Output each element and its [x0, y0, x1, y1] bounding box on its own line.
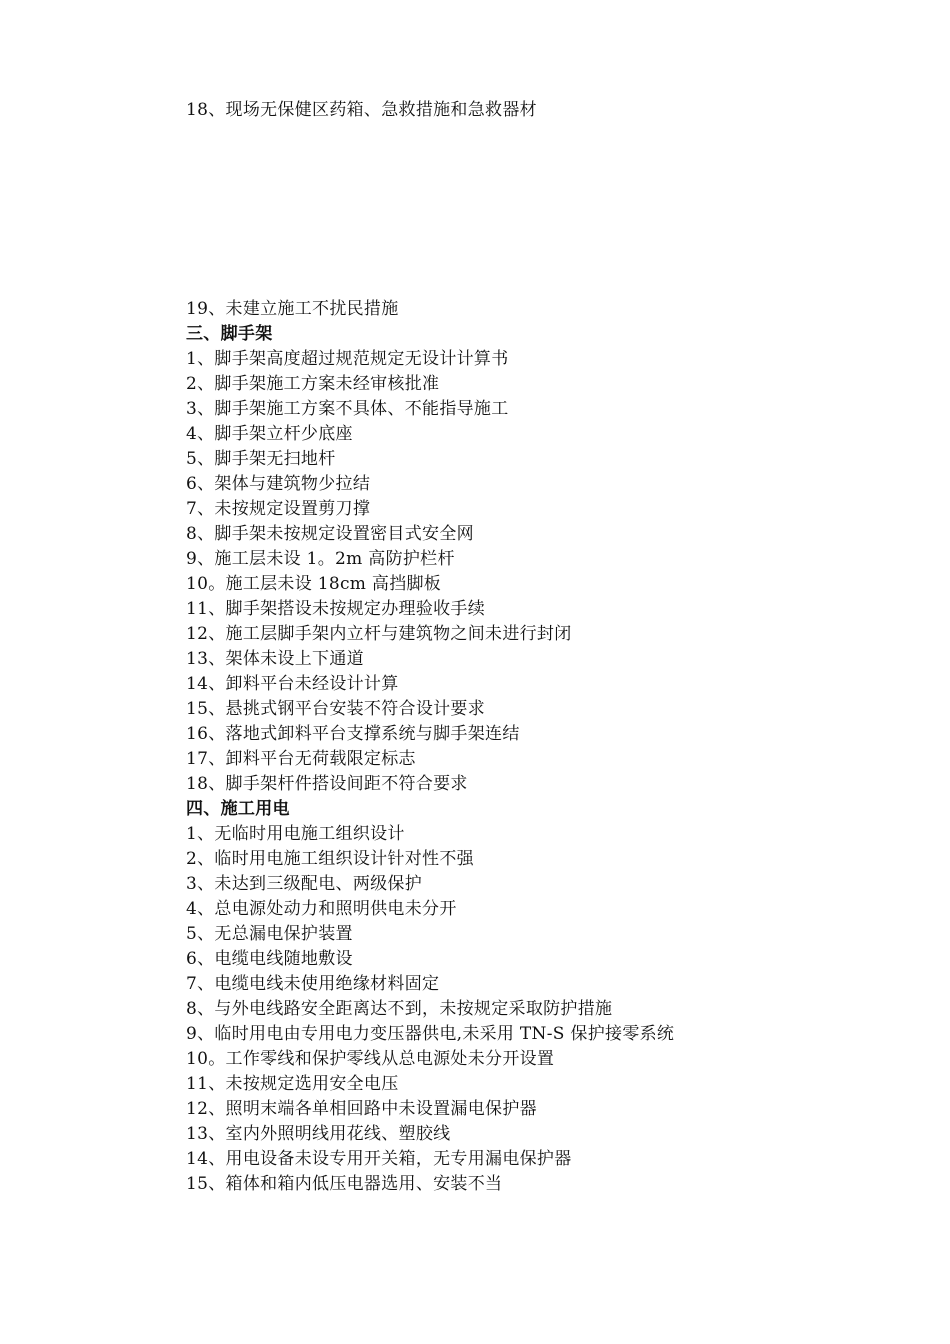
list-item: 13、室内外照明线用花线、塑胶线 — [186, 1124, 451, 1144]
list-item: 3、未达到三级配电、两级保护 — [186, 874, 423, 894]
list-item: 5、无总漏电保护装置 — [186, 924, 353, 944]
list-item: 11、脚手架搭设未按规定办理验收手续 — [186, 599, 486, 619]
list-item: 6、架体与建筑物少拉结 — [186, 474, 371, 494]
list-item: 10。施工层未设 18cm 高挡脚板 — [186, 574, 442, 594]
list-item: 4、总电源处动力和照明供电未分开 — [186, 899, 457, 919]
list-item: 19、未建立施工不扰民措施 — [186, 299, 399, 319]
list-item: 11、未按规定选用安全电压 — [186, 1074, 399, 1094]
list-item: 14、卸料平台未经设计计算 — [186, 674, 399, 694]
list-item: 12、施工层脚手架内立杆与建筑物之间未进行封闭 — [186, 624, 572, 644]
list-item: 7、未按规定设置剪刀撑 — [186, 499, 371, 519]
list-item: 15、悬挑式钢平台安装不符合设计要求 — [186, 699, 486, 719]
section-heading-scaffolding: 三、脚手架 — [186, 324, 273, 344]
list-item: 9、施工层未设 1。2m 高防护栏杆 — [186, 549, 455, 569]
list-item: 17、卸料平台无荷载限定标志 — [186, 749, 416, 769]
list-item: 9、临时用电由专用电力变压器供电,未采用 TN-S 保护接零系统 — [186, 1024, 675, 1044]
list-item: 12、照明末端各单相回路中未设置漏电保护器 — [186, 1099, 537, 1119]
section-heading-electricity: 四、施工用电 — [186, 799, 290, 819]
list-item: 1、无临时用电施工组织设计 — [186, 824, 405, 844]
list-item: 3、脚手架施工方案不具体、不能指导施工 — [186, 399, 509, 419]
list-item: 7、电缆电线未使用绝缘材料固定 — [186, 974, 440, 994]
list-item: 8、与外电线路安全距离达不到，未按规定采取防护措施 — [186, 999, 613, 1019]
list-item: 18、现场无保健区药箱、急救措施和急救器材 — [186, 100, 537, 120]
list-item: 2、脚手架施工方案未经审核批准 — [186, 374, 440, 394]
list-item: 13、架体未设上下通道 — [186, 649, 364, 669]
list-item: 14、用电设备未设专用开关箱，无专用漏电保护器 — [186, 1149, 572, 1169]
list-item: 6、电缆电线随地敷设 — [186, 949, 353, 969]
list-item: 16、落地式卸料平台支撑系统与脚手架连结 — [186, 724, 520, 744]
list-item: 5、脚手架无扫地杆 — [186, 449, 336, 469]
list-item: 8、脚手架未按规定设置密目式安全网 — [186, 524, 474, 544]
list-item: 2、临时用电施工组织设计针对性不强 — [186, 849, 474, 869]
list-item: 18、脚手架杆件搭设间距不符合要求 — [186, 774, 468, 794]
list-item: 15、箱体和箱内低压电器选用、安装不当 — [186, 1174, 503, 1194]
list-item: 10。工作零线和保护零线从总电源处未分开设置 — [186, 1049, 555, 1069]
list-item: 4、脚手架立杆少底座 — [186, 424, 353, 444]
list-item: 1、脚手架高度超过规范规定无设计计算书 — [186, 349, 509, 369]
